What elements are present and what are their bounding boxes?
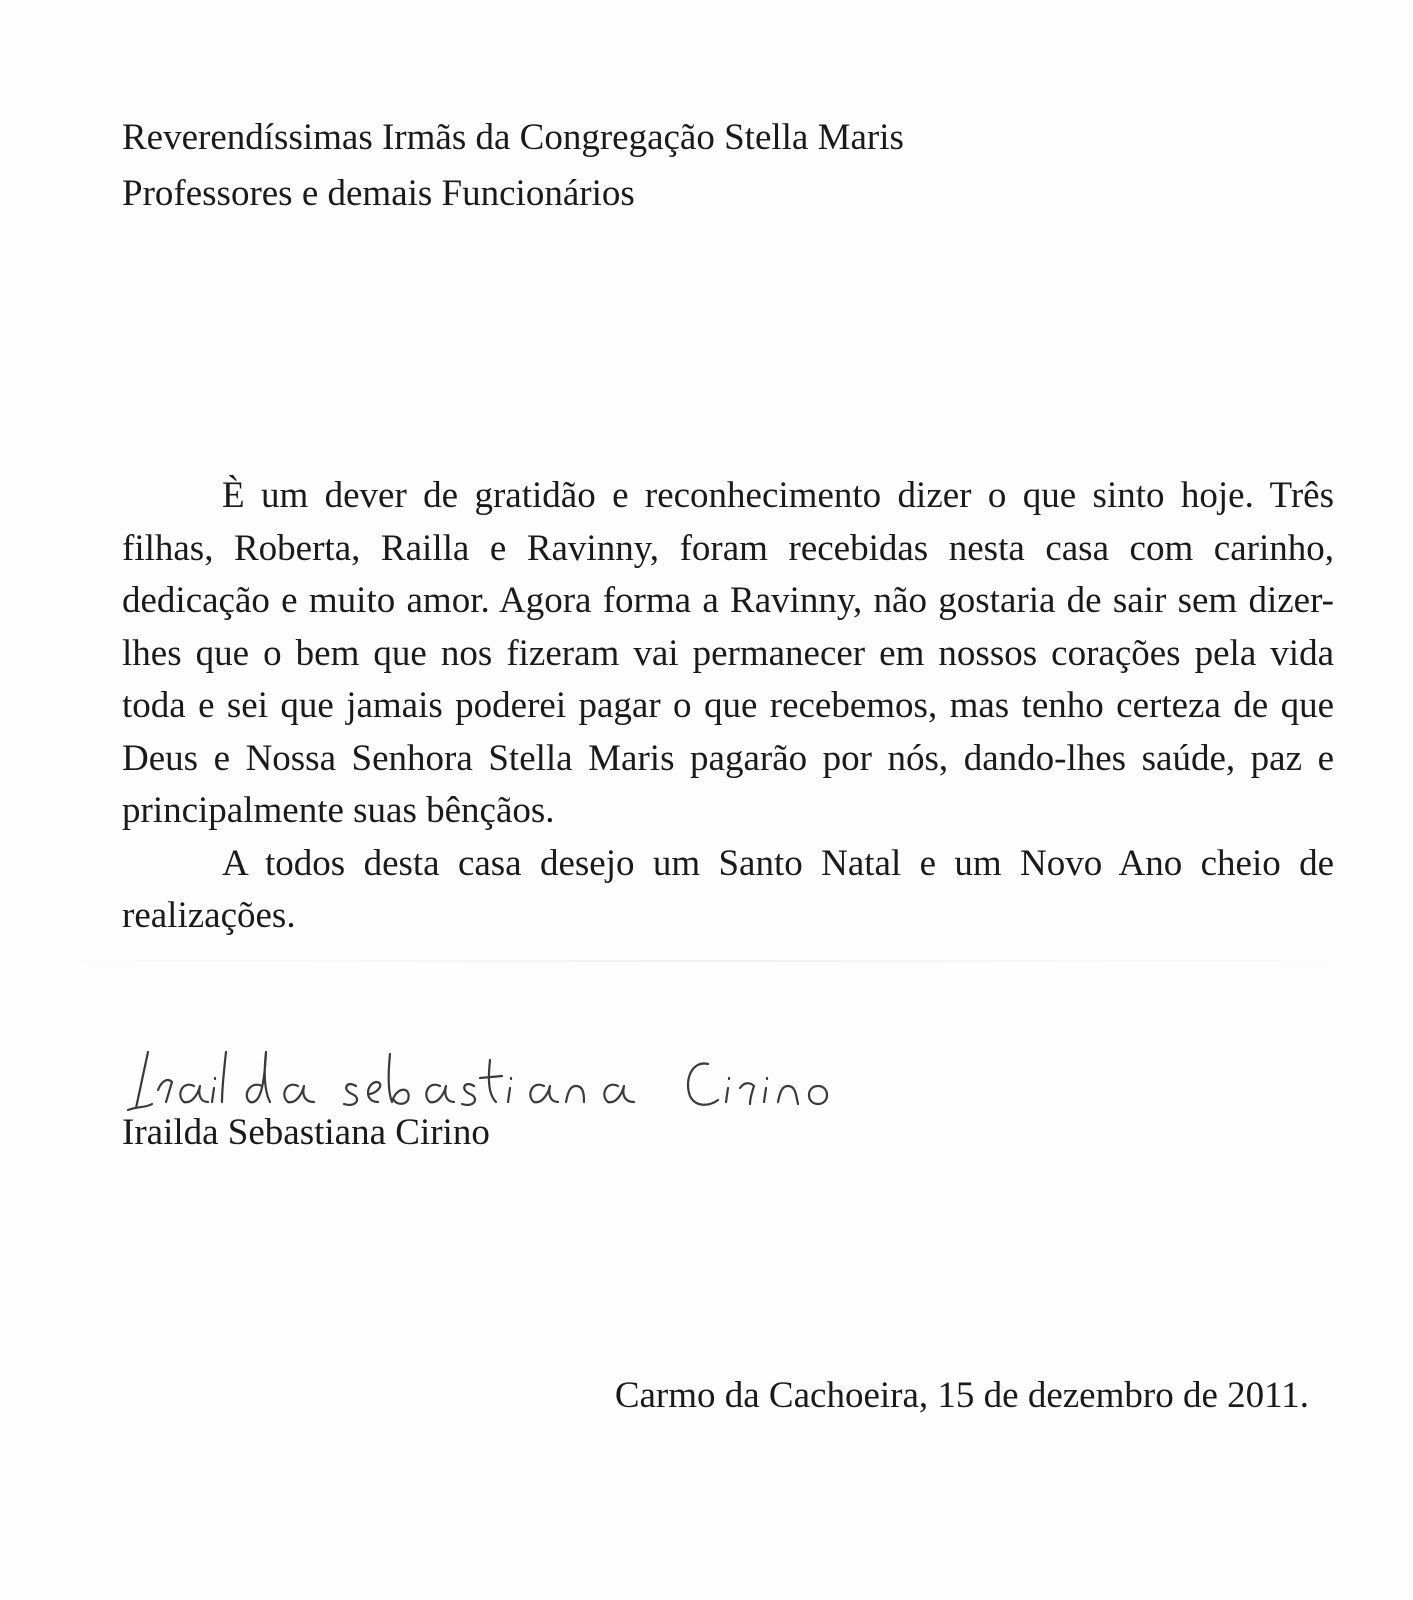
body-paragraph-1: È um dever de gratidão e reconhecimento dizer o que sinto hoje. Três filhas, Roberta, Railla e Ravinny, foram recebidas nesta casa com carinho, dedicação e muito amor. Agora forma a Ravinny, não gostaria de sair sem dizer-lhes que o bem que nos fizeram vai permanecer em nossos corações pela vida toda e sei que jamais poderei pagar o que recebemos, mas tenho certeza de que Deus e Nossa Senhora Stella Maris pagarão por nós, dando-lhes saúde, paz e principalmente suas bênçãos.	[122, 475, 1334, 831]
recipient-line-2: Professores e demais Funcionários	[122, 173, 635, 214]
body-paragraph-2: A todos desta casa desejo um Santo Natal e um Novo Ano cheio de realizações.	[122, 842, 1334, 936]
paper-fold-line	[0, 960, 1413, 962]
signer-name: Irailda Sebastiana Cirino	[122, 1112, 490, 1153]
recipient-line-1: Reverendíssimas Irmãs da Congregação Stella Maris	[122, 117, 904, 158]
letter-recipients	[122, 110, 904, 222]
letter-body	[122, 470, 1334, 943]
place-and-date: Carmo da Cachoeira, 15 de dezembro de 2011.	[614, 1375, 1309, 1416]
